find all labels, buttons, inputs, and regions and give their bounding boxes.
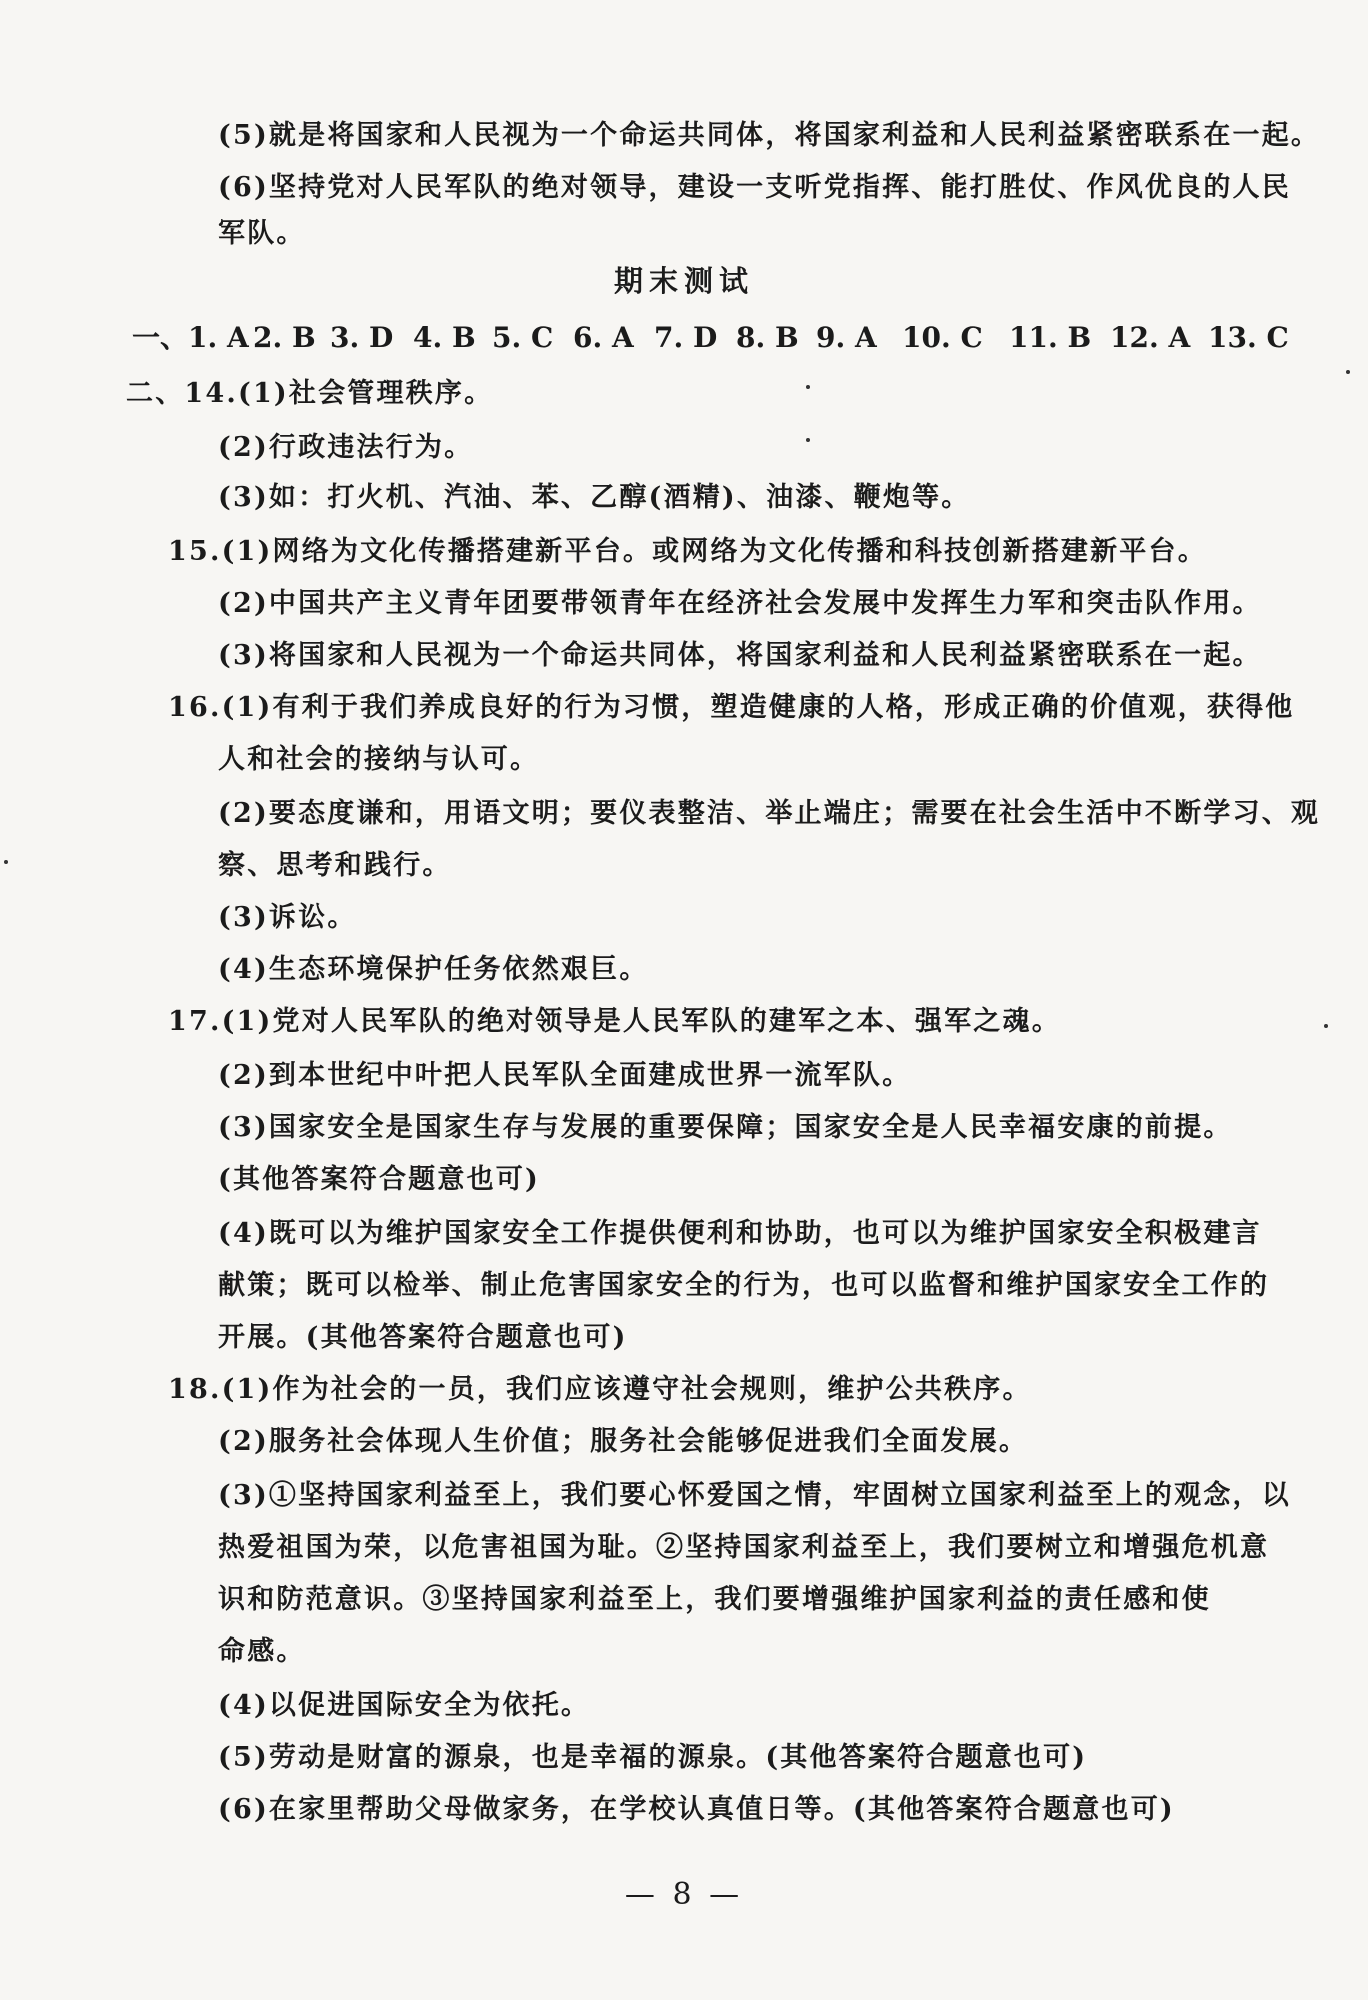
answer-line: 18.(1)作为社会的一员，我们应该遵守社会规则，维护公共秩序。 xyxy=(168,1374,1032,1405)
mc-answer: 13. C xyxy=(1208,321,1289,354)
scan-speck xyxy=(806,438,810,442)
answer-line: (5)劳动是财富的源泉，也是幸福的源泉。(其他答案符合题意也可) xyxy=(218,1742,1088,1773)
page-number: — 8 — xyxy=(624,1877,744,1912)
answer-line: (3)如：打火机、汽油、苯、乙醇(酒精)、油漆、鞭炮等。 xyxy=(218,482,971,513)
answer-line: 识和防范意识。③坚持国家利益至上，我们要增强维护国家利益的责任感和使 xyxy=(218,1584,1211,1615)
mc-answer: 10. C xyxy=(902,321,983,354)
scan-speck xyxy=(4,860,8,864)
answer-line: 军队。 xyxy=(218,218,306,249)
answer-line: (2)到本世纪中叶把人民军队全面建成世界一流军队。 xyxy=(218,1060,912,1091)
answer-line: 命感。 xyxy=(218,1636,306,1667)
mc-answer: 4. B xyxy=(413,321,476,354)
answer-line: (3)将国家和人民视为一个命运共同体，将国家利益和人民利益紧密联系在一起。 xyxy=(218,640,1262,671)
scan-speck xyxy=(806,385,810,389)
answer-line: (6)在家里帮助父母做家务，在学校认真值日等。(其他答案符合题意也可) xyxy=(218,1794,1175,1825)
answer-line: (2)要态度谦和，用语文明；要仪表整洁、举止端庄；需要在社会生活中不断学习、观 xyxy=(218,798,1321,829)
answer-line: (4)既可以为维护国家安全工作提供便利和协助，也可以为维护国家安全积极建言 xyxy=(218,1218,1262,1249)
answer-line: (3)诉讼。 xyxy=(218,902,357,933)
mc-answer: 9. A xyxy=(816,321,877,354)
answer-line: (其他答案符合题意也可) xyxy=(218,1164,540,1195)
answer-line: (2)中国共产主义青年团要带领青年在经济社会发展中发挥生力军和突击队作用。 xyxy=(218,588,1262,619)
answer-line: 二、14.(1)社会管理秩序。 xyxy=(126,378,494,409)
mc-answer: 5. C xyxy=(492,321,554,354)
mc-answer: 8. B xyxy=(736,321,799,354)
mc-answer: 3. D xyxy=(330,321,394,354)
mc-answer: 一、1. A xyxy=(132,321,249,354)
answer-line: 察、思考和践行。 xyxy=(218,850,452,881)
answer-line: (2)服务社会体现人生价值；服务社会能够促进我们全面发展。 xyxy=(218,1426,1029,1457)
answer-line: 15.(1)网络为文化传播搭建新平台。或网络为文化传播和科技创新搭建新平台。 xyxy=(168,536,1207,567)
multiple-choice-answers xyxy=(0,318,1368,358)
answer-line: 献策；既可以检举、制止危害国家安全的行为，也可以监督和维护国家安全工作的 xyxy=(218,1270,1270,1301)
answer-line: (3)①坚持国家利益至上，我们要心怀爱国之情，牢固树立国家利益至上的观念，以 xyxy=(218,1480,1291,1511)
section-title: 期末测试 xyxy=(613,264,754,298)
mc-answer: 2. B xyxy=(253,321,316,354)
answer-line: (5)就是将国家和人民视为一个命运共同体，将国家利益和人民利益紧密联系在一起。 xyxy=(218,120,1321,151)
mc-answer: 12. A xyxy=(1110,321,1191,354)
answer-line: (6)坚持党对人民军队的绝对领导，建设一支听党指挥、能打胜仗、作风优良的人民 xyxy=(218,172,1291,203)
answer-line: 16.(1)有利于我们养成良好的行为习惯，塑造健康的人格，形成正确的价值观，获得他 xyxy=(168,692,1295,723)
answer-line: 人和社会的接纳与认可。 xyxy=(218,744,540,775)
mc-answer: 7. D xyxy=(654,321,718,354)
answer-line: (2)行政违法行为。 xyxy=(218,432,474,463)
mc-answer: 11. B xyxy=(1009,321,1092,354)
answer-line: 热爱祖国为荣，以危害祖国为耻。②坚持国家利益至上，我们要树立和增强危机意 xyxy=(218,1532,1270,1563)
answer-line: 开展。(其他答案符合题意也可) xyxy=(218,1322,628,1353)
answer-line: 17.(1)党对人民军队的绝对领导是人民军队的建军之本、强军之魂。 xyxy=(168,1006,1061,1037)
scan-speck xyxy=(1324,1024,1328,1028)
answer-line: (3)国家安全是国家生存与发展的重要保障；国家安全是人民幸福安康的前提。 xyxy=(218,1112,1233,1143)
answer-line: (4)生态环境保护任务依然艰巨。 xyxy=(218,954,649,985)
answer-line: (4)以促进国际安全为依托。 xyxy=(218,1690,591,1721)
scan-speck xyxy=(1346,370,1350,374)
mc-answer: 6. A xyxy=(573,321,634,354)
